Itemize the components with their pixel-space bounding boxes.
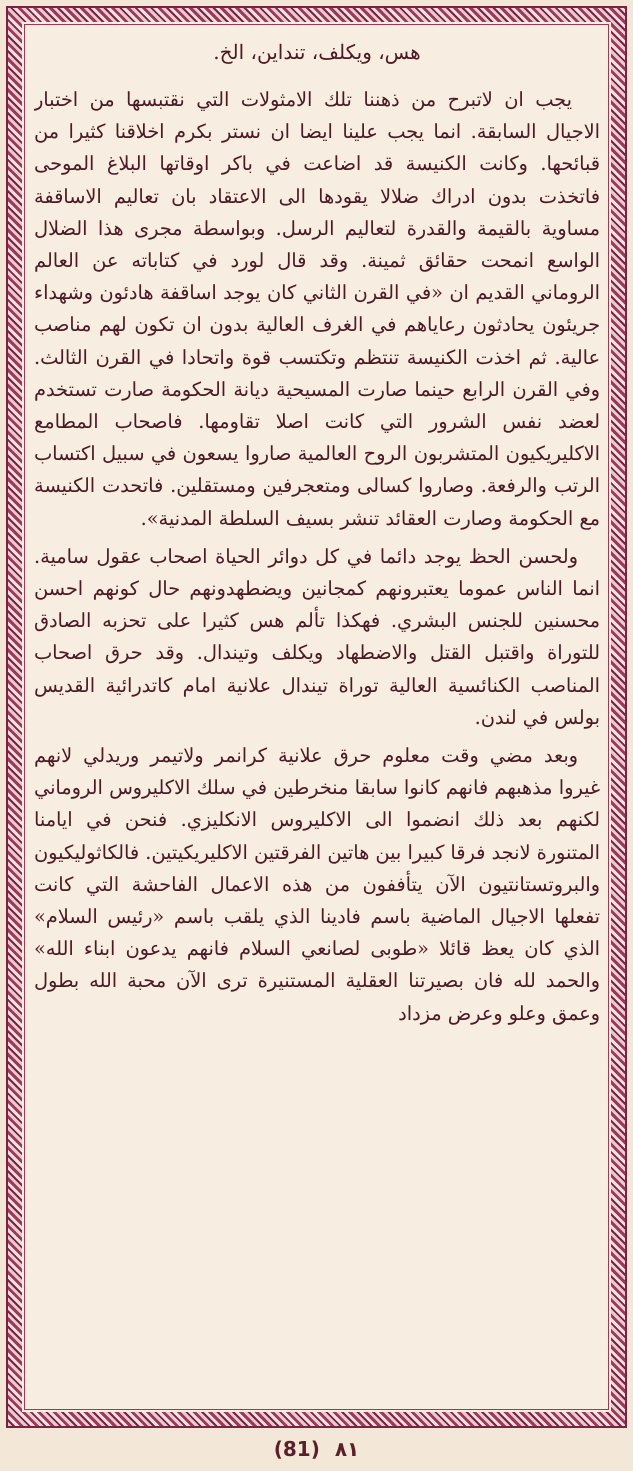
page-number-latin: (81) (273, 1437, 320, 1461)
continuation-header: هس، ويكلف، تنداين، الخ. (213, 40, 421, 64)
page-number-arabic: ٨١ (334, 1437, 360, 1461)
paragraph-1: يجب ان لاتبرح من ذهننا تلك الامثولات التي نقتبسها من اختبار الاجيال السابقة. انما يجب علينا ايضا ان نستر بكرم اخلاقنا كثيرا من قبائحها. وكانت الكنيسة قد اضاعت في باكر اوقاتها البلاغ الموحى فاتخذت بدون ادراك ضلالا يقودها الى الاعتقاد بان تعاليم الاساقفة مساوية بالقيمة والقدرة لتعاليم الرسل. وبواسطة مجرى هذا الضلال الواسع انمحت حقائق ثمينة. وقد قال لورد في كتاباته عن العالم الروماني القديم ان «في القرن الثاني كان يوجد اساقفة هادئون وشهداء جريئون يحادثون رعاياهم في الغرف العالية بدون ان تكون لهم مناصب عالية. ثم اخذت الكنيسة تنتظم وتكتسب قوة واتحادا في القرن الثالث. وفي القرن الرابع حينما صارت المسيحية ديانة الحكومة صارت تستخدم لعضد نفس الشرور التي كانت اصلا تقاومها. فاصحاب المطامع الاكليريكيون المتشربون الروح العالمية صاروا يسعون في سبيل اكتساب الرتب والرفعة. وصاروا كسالى ومتعجرفين ومستقلين. فاتحدت الكنيسة مع الحكومة وصارت العقائد تنشر بسيف السلطة المدنية». (34, 88, 600, 530)
page-text-column (34, 30, 600, 1418)
paragraph-3: وبعد مضي وقت معلوم حرق علانية كرانمر ولاتيمر وريدلي لانهم غيروا مذهبهم فانهم كانوا سابقا منخرطين في سلك الاكليروس الروماني لكنهم بعد ذلك انضموا الى الاكليروس الانكليزي. فنحن في ايامنا المتنورة لانجد فرقا كبيرا بين هاتين الفرقتين الاكليريكيتين. فالكاثوليكيون والبروتستانتيون الآن يتأففون من هذه الاعمال الفاحشة التي كانت تفعلها الاجيال الماضية باسم فادينا الذي يلقب باسم «رئيس السلام» الذي كان يعظ قائلا «طوبى لصانعي السلام فانهم يدعون ابناء الله» والحمد لله فان بصيرتنا العقلية المستنيرة ترى الآن محبة الله بطول وعمق وعلو وعرض مزداد (34, 744, 600, 1025)
paragraph-2: ولحسن الحظ يوجد دائما في كل دوائر الحياة اصحاب عقول سامية. انما الناس عموما يعتبرونهم كمجانين ويضطهدونهم حال كونهم احسن محسنين للجنس البشري. فهكذا تألم هس كثيرا على تحزبه الصادق للتوراة واقتبل القتل والاضطهاد ويكلف وتيندال. وقد حرق اصحاب المناصب الكنائسية العالية توراة تيندال علانية امام كاتدرائية القديس بولس في لندن. (34, 544, 600, 729)
page-number (0, 1430, 633, 1471)
